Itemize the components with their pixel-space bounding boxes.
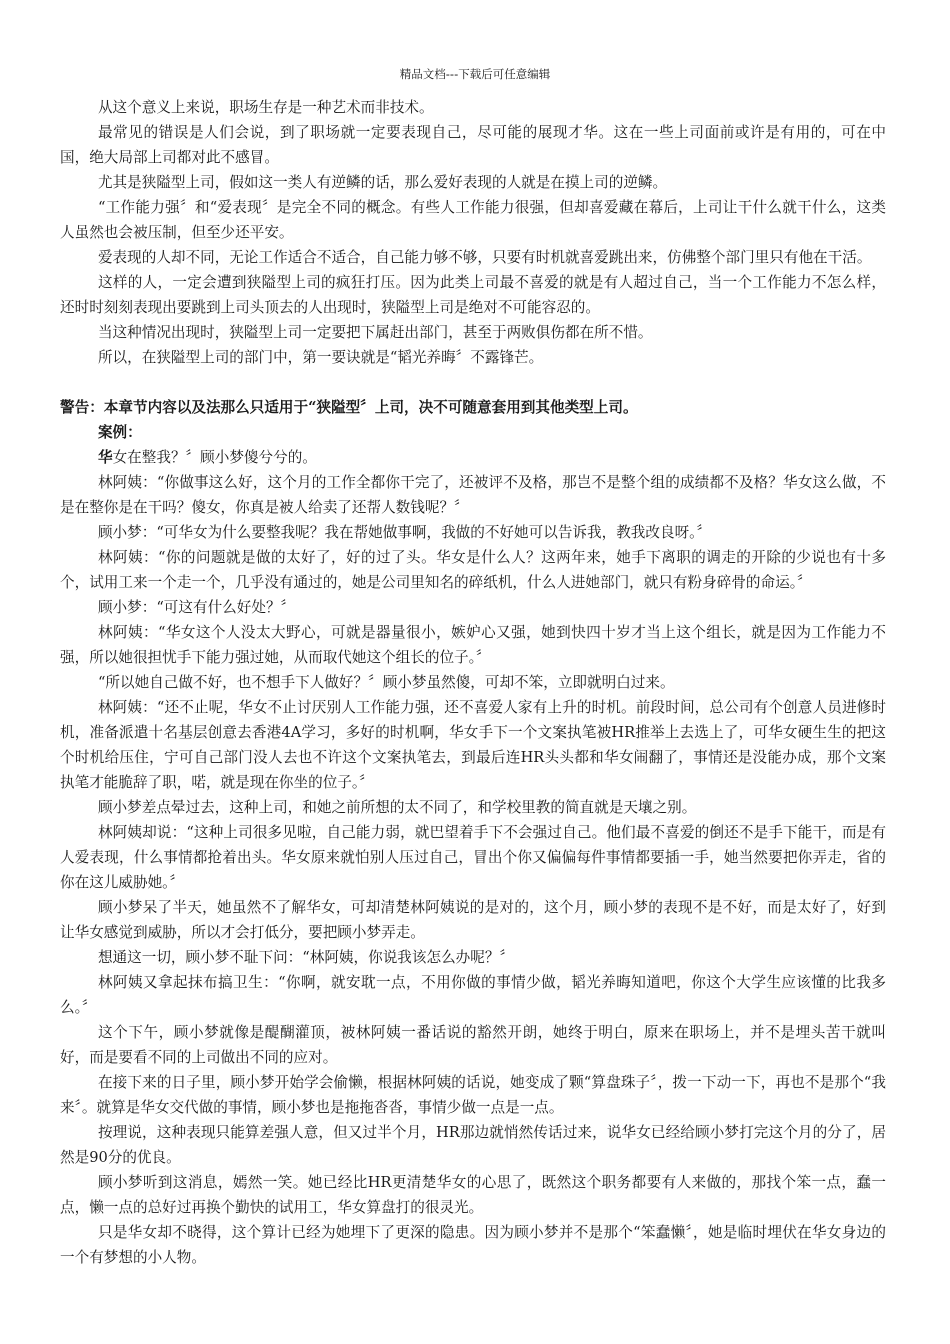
paragraph: 从这个意义上来说，职场生存是一种艺术而非技术。 xyxy=(97,99,434,116)
page-header: 精品文档---下载后可任意编辑 xyxy=(399,67,551,81)
paragraph: 所以，在狭隘型上司的部门中，第一要诀就是“韬光养晦〞不露锋芒。 xyxy=(97,349,544,366)
paragraph xyxy=(60,445,886,470)
warning-text: 警告：本章节内容以及法那么只适用于“狭隘型〞上司，决不可随意套用到其他类型上司。 xyxy=(60,399,638,416)
paragraph: “所以她自己做不好，也不想手下人做好？〞顾小梦虽然傻，可却不笨，立即就明白过来。 xyxy=(97,674,675,691)
paragraph: 按理说，这种表现只能算差强人意，但又过半个月，HR那边就悄然传话过来，说华女已经给顾小梦打完这个月的分了，居然是90分的优良。 xyxy=(60,1124,886,1166)
paragraph: 最常见的错误是人们会说，到了职场就一定要表现自己，尽可能的展现才华。这在一些上司面前或许是有用的，可在中国，绝大局部上司都对此不感冒。 xyxy=(60,124,886,166)
paragraph: 林阿姨：“你做事这么好，这个月的工作全都你干完了，还被评不及格，那岂不是整个组的成绩都不及格？华女这么做，不是在整你是在干吗？傻女，你真是被人给卖了还帮人数钱呢？〞 xyxy=(60,474,886,516)
paragraph: 爱表现的人却不同，无论工作适合不适合，自己能力够不够，只要有时机就喜爱跳出来，仿佛整个部门里只有他在干活。 xyxy=(97,249,872,266)
paragraph: 当这种情况出现时，狭隘型上司一定要把下属赶出部门，甚至于两败俱伤都在所不惜。 xyxy=(97,324,653,341)
case-label: 案例： xyxy=(97,424,142,441)
paragraph: 林阿姨却说：“这种上司很多见啦，自己能力弱，就巴望着手下不会强过自己。他们最不喜爱的倒还不是手下能干，而是有人爱表现，什么事情都抢着出头。华女原来就怕别人压过自己，冒出个你又偏偏每件事情都要插一手，她当然要把你弄走，省的你在这儿威胁她。〞 xyxy=(60,824,886,891)
paragraph: 只是华女却不晓得，这个算计已经为她埋下了更深的隐患。因为顾小梦并不是那个“笨蠢懒〞，她是临时埋伏在华女身边的一个有梦想的小人物。 xyxy=(60,1224,886,1266)
paragraph: 顾小梦呆了半天，她虽然不了解华女，可却清楚林阿姨说的是对的，这个月，顾小梦的表现不是不好，而是太好了，好到让华女感觉到威胁，所以才会打低分，要把顾小梦弄走。 xyxy=(60,899,886,941)
paragraph: 顾小梦：“可这有什么好处？〞 xyxy=(97,599,296,616)
paragraph: 尤其是狭隘型上司，假如这一类人有逆鳞的话，那么爱好表现的人就是在摸上司的逆鳞。 xyxy=(97,174,668,191)
paragraph: 顾小梦听到这消息，嫣然一笑。她已经比HR更清楚华女的心思了，既然这个职务都要有人来做的，那找个笨一点，蠢一点，懒一点的总好过再换个勤快的试用工，华女算盘打的很灵光。 xyxy=(60,1174,886,1216)
paragraph: 顾小梦差点晕过去，这种上司，和她之前所想的太不同了，和学校里教的简直就是天壤之别。 xyxy=(97,799,697,816)
paragraph: 林阿姨：“你的问题就是做的太好了，好的过了头。华女是什么人？这两年来，她手下离职的调走的开除的少说也有十多个，试用工来一个走一个，几乎没有通过的，她是公司里知名的碎纸机，什么人进她部门，就只有粉身碎骨的命运。〞 xyxy=(60,549,886,591)
paragraph-rest: 女在整我？〞顾小梦傻兮兮的。 xyxy=(112,449,317,466)
paragraph: 林阿姨：“华女这个人没太大野心，可就是器量很小，嫉妒心又强，她到快四十岁才当上这个组长，就是因为工作能力不强，所以她很担忧手下能力强过她，从而取代她这个组长的位子。〞 xyxy=(60,624,886,666)
document-body xyxy=(60,95,886,1270)
paragraph: 在接下来的日子里，顾小梦开始学会偷懒，根据林阿姨的话说，她变成了颗“算盘珠子〞，拨一下动一下，再也不是那个“我来〞。就算是华女交代做的事情，顾小梦也是拖拖沓沓，事情少做一点是一点。 xyxy=(60,1074,886,1116)
first-char: 华 xyxy=(97,449,113,466)
paragraph: 这样的人，一定会遭到狭隘型上司的疯狂打压。因为此类上司最不喜爱的就是有人超过自己，当一个工作能力不怎么样，还时时刻刻表现出要跳到上司头顶去的人出现时，狭隘型上司是绝对不可能容忍的。 xyxy=(60,274,886,316)
paragraph: “工作能力强〞和“爱表现〞是完全不同的概念。有些人工作能力很强，但却喜爱藏在幕后，上司让干什么就干什么，这类人虽然也会被压制，但至少还平安。 xyxy=(60,199,886,241)
paragraph: 林阿姨又拿起抹布搞卫生：“你啊，就安耽一点，不用你做的事情少做，韬光养晦知道吧，你这个大学生应该懂的比我多么。〞 xyxy=(60,974,886,1016)
section-gap xyxy=(60,370,886,395)
paragraph: 顾小梦：“可华女为什么要整我呢？我在帮她做事啊，我做的不好她可以告诉我，教我改良呀。〞 xyxy=(97,524,712,541)
paragraph: 这个下午，顾小梦就像是醍醐灌顶，被林阿姨一番话说的豁然开朗，她终于明白，原来在职场上，并不是埋头苦干就叫好，而是要看不同的上司做出不同的应对。 xyxy=(60,1024,886,1066)
paragraph: 想通这一切，顾小梦不耻下问：“林阿姨，你说我该怎么办呢？〞 xyxy=(97,949,515,966)
paragraph: 林阿姨：“还不止呢，华女不止讨厌别人工作能力强，还不喜爱人家有上升的时机。前段时间，总公司有个创意人员进修时机，准备派遣十名基层创意去香港4A学习，多好的时机啊，华女手下一个文案执笔被HR推举上去选上了，可华女硬生生的把这个时机给压住，宁可自己部门没人去也不许这个文案执笔去，到最后连HR头头都和华女闹翻了，事情还是没能办成，那个文案执笔才能脆辞了职，喏，就是现在你坐的位子。〞 xyxy=(60,699,886,791)
